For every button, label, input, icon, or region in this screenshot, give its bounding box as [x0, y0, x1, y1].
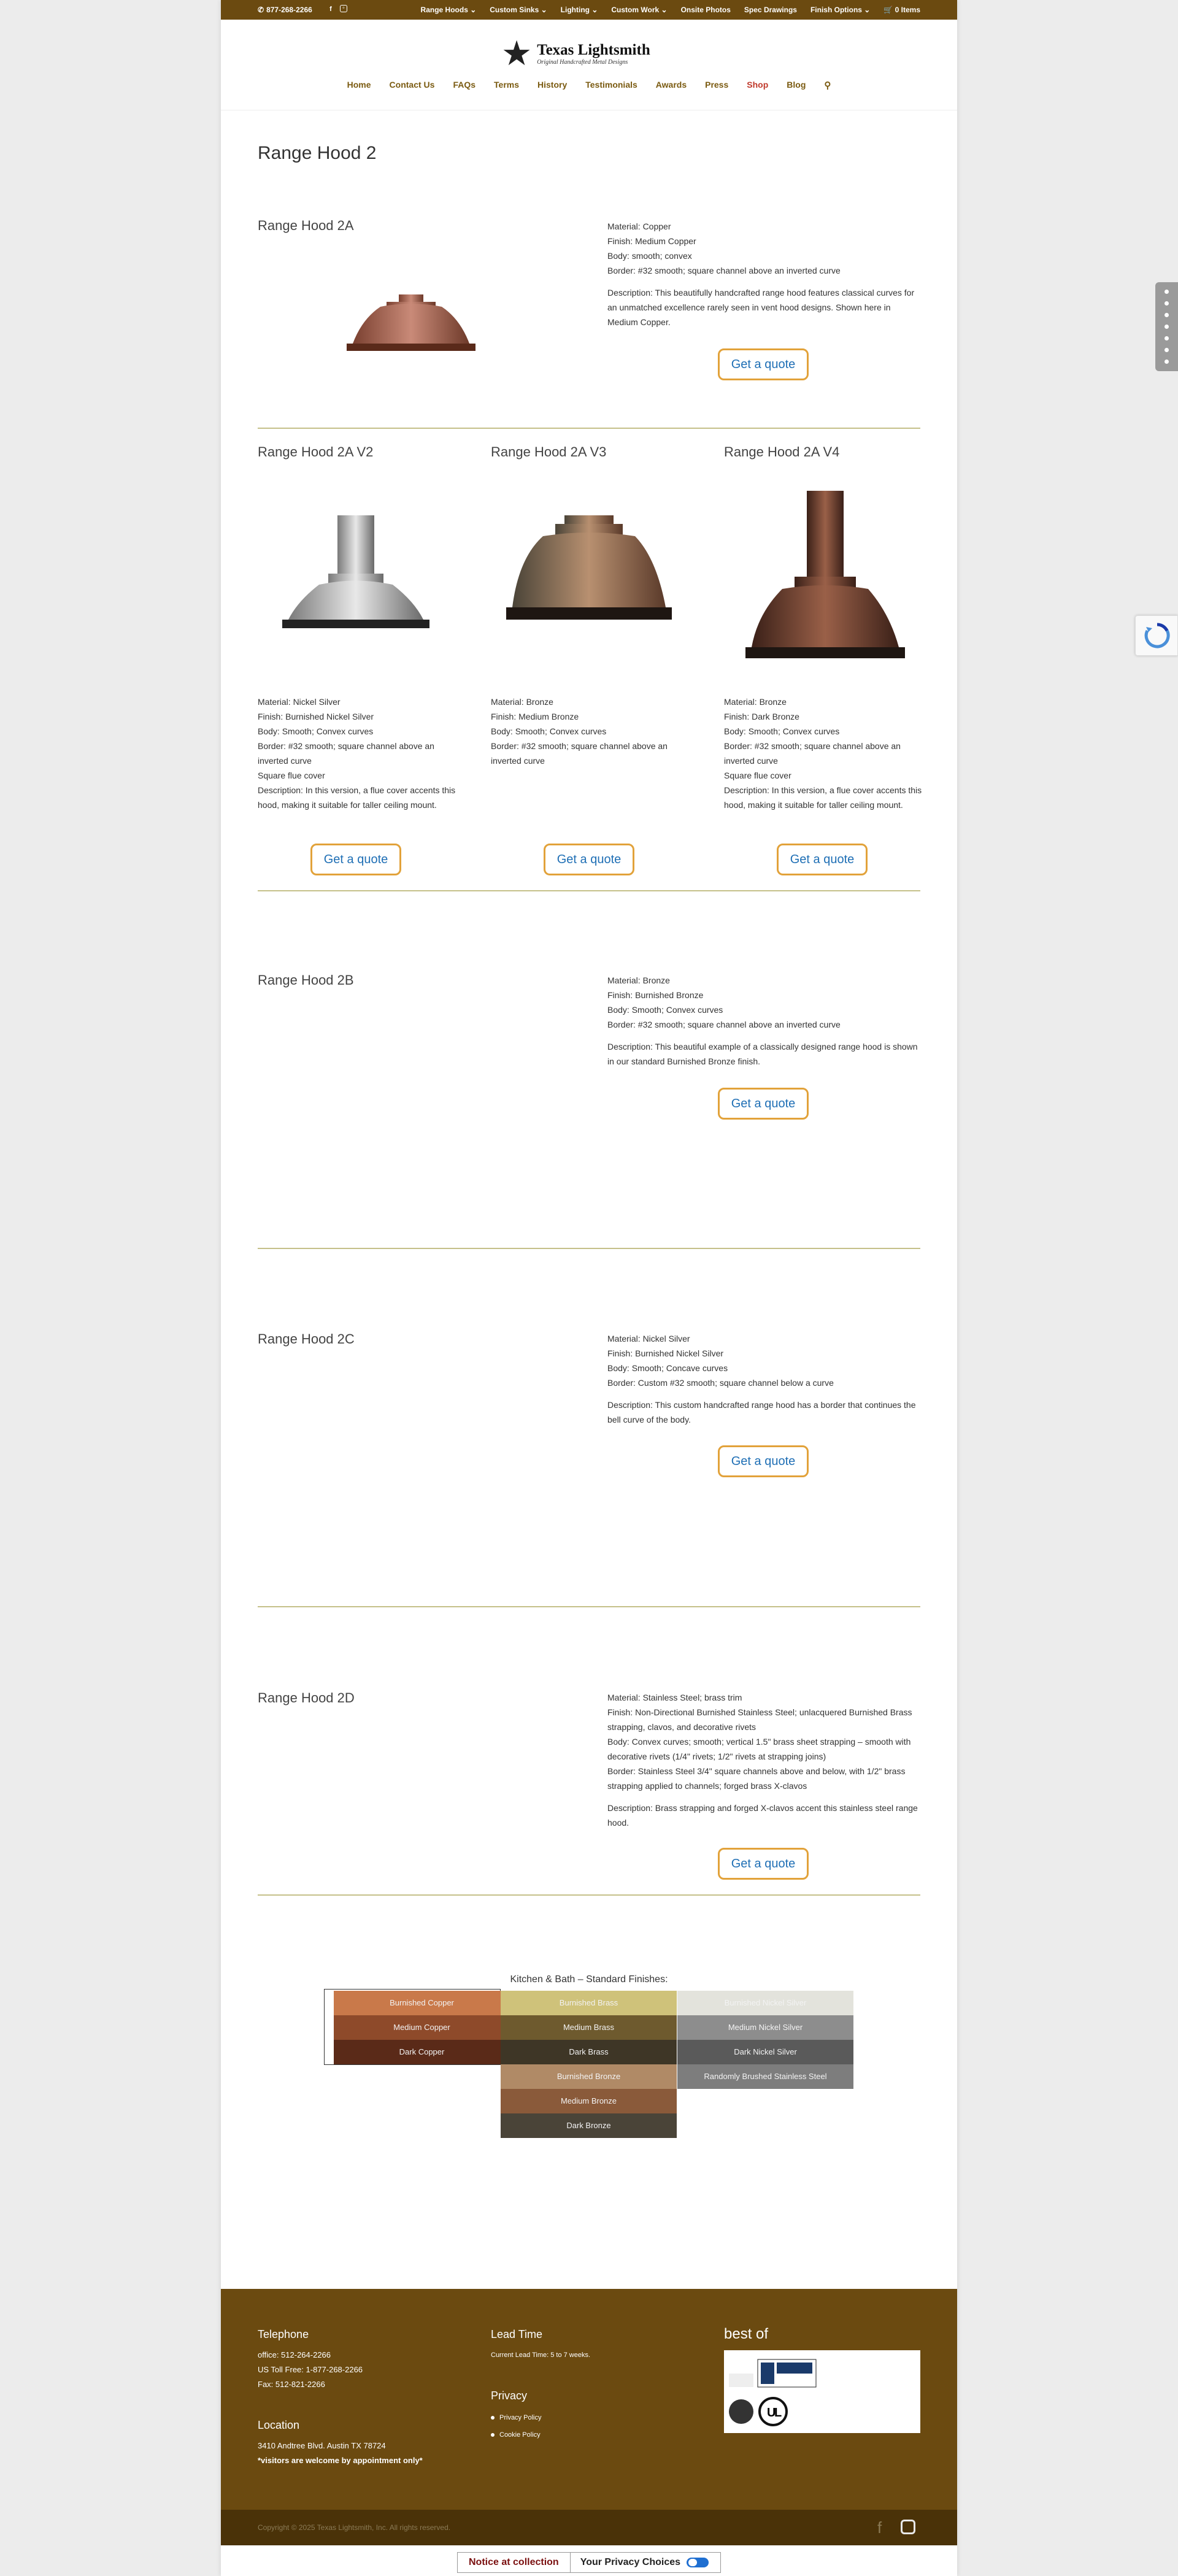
privacy-policy-link[interactable]: Privacy Policy [491, 2409, 693, 2426]
nav-press[interactable]: Press [705, 80, 729, 90]
side-dot[interactable] [1165, 325, 1169, 329]
topnav-spec-drawings[interactable]: Spec Drawings [744, 6, 797, 14]
office-phone[interactable]: office: 512-264-2266 [258, 2350, 331, 2359]
accreditation-badges [724, 2350, 920, 2433]
specs-2a-v2: Material: Nickel Silver Finish: Burnished Nickel Silver Body: Smooth; Convex curves Border: #32 smooth; square channel above an inverted curve Square flue cover Description: In this version, a flue cover accents this hood, making it suitable for taller ceiling mount. [258, 697, 456, 810]
range-hood-2a-image [334, 288, 488, 368]
footer-telephone [258, 2327, 460, 2468]
side-dot[interactable] [1165, 301, 1169, 306]
swatch-medium-nickel-silver[interactable]: Medium Nickel Silver [677, 2015, 853, 2040]
finishes-title: Kitchen & Bath – Standard Finishes: [510, 1974, 668, 1985]
get-a-quote-button-2a[interactable]: Get a quote [718, 348, 809, 380]
phone-icon: ✆ [258, 6, 264, 14]
svg-text:L: L [774, 2406, 782, 2420]
star-logo-icon: ★ [501, 34, 533, 72]
get-a-quote-button-2a-v4[interactable]: Get a quote [777, 844, 868, 875]
nav-contact-us[interactable]: Contact Us [389, 80, 435, 90]
phone-link[interactable] [258, 6, 312, 14]
logo-name: Texas Lightsmith [537, 41, 650, 58]
get-a-quote-button-2d[interactable]: Get a quote [718, 1848, 809, 1880]
section-title-2d: Range Hood 2D [258, 1690, 355, 1705]
fax-number: Fax: 512-821-2266 [258, 2380, 325, 2389]
section-title-2c: Range Hood 2C [258, 1331, 355, 1347]
footer-best-of [724, 2327, 920, 2348]
footer-lead-time [491, 2327, 693, 2443]
page-container [221, 0, 957, 2576]
svg-text:U: U [767, 2406, 776, 2420]
visitors-note: *visitors are welcome by appointment only* [258, 2456, 423, 2465]
swatch-dark-nickel-silver[interactable]: Dark Nickel Silver [677, 2040, 853, 2064]
nav-faqs[interactable]: FAQs [453, 80, 476, 90]
facebook-icon[interactable]: f [877, 2518, 882, 2537]
footer-location-title: Location [258, 2419, 300, 2431]
swatch-medium-bronze[interactable]: Medium Bronze [501, 2089, 677, 2113]
section-title-2b: Range Hood 2B [258, 972, 354, 988]
cookie-policy-link[interactable]: Cookie Policy [491, 2426, 693, 2443]
privacy-choices-link[interactable] [571, 2553, 718, 2572]
cart-link[interactable]: 🛒 0 Items [884, 6, 920, 14]
topnav-finish-options[interactable]: Finish Options ⌄ [810, 6, 871, 14]
instagram-icon[interactable] [901, 2520, 915, 2534]
specs-2b: Material: Bronze Finish: Burnished Bronze Body: Smooth; Convex curves Border: #32 smooth; square channel above an inverted curve Description: This beautiful example of a classically designed range hood is shown in our standard Burnished Bronze finish. [607, 975, 918, 1066]
logo[interactable] [501, 32, 677, 75]
toll-free-phone[interactable]: US Toll Free: 1-877-268-2266 [258, 2365, 363, 2374]
lead-time-text: Current Lead Time: 5 to 7 weeks. [491, 2351, 591, 2359]
get-a-quote-button-2a-v2[interactable]: Get a quote [310, 844, 401, 875]
search-icon[interactable]: ⚲ [824, 80, 831, 91]
badges-panel [724, 2350, 920, 2433]
section-title-2a: Range Hood 2A [258, 218, 354, 233]
get-a-quote-button-2c[interactable]: Get a quote [718, 1445, 809, 1477]
logo-tagline: Original Handcrafted Metal Designs [537, 58, 628, 66]
privacy-choices-label: Your Privacy Choices [580, 2557, 681, 2567]
swatch-medium-copper[interactable]: Medium Copper [334, 2015, 510, 2040]
swatch-randomly-brushed-stainless[interactable]: Randomly Brushed Stainless Steel [677, 2064, 853, 2089]
section-title-2a-v2: Range Hood 2A V2 [258, 444, 374, 459]
page-title: Range Hood 2 [258, 143, 377, 163]
swatch-burnished-brass[interactable]: Burnished Brass [501, 1991, 677, 2015]
section-divider [258, 890, 920, 891]
instagram-icon[interactable]: ◦ [340, 5, 347, 12]
range-hood-2a-v4-image [724, 485, 920, 669]
swatch-medium-brass[interactable]: Medium Brass [501, 2015, 677, 2040]
section-title-2a-v4: Range Hood 2A V4 [724, 444, 840, 459]
facebook-icon[interactable]: f [329, 6, 332, 13]
section-divider [258, 1894, 920, 1896]
nav-testimonials[interactable]: Testimonials [585, 80, 637, 90]
side-navigation-dots[interactable] [1155, 282, 1178, 371]
footer-address: 3410 Andtree Blvd. Austin TX 78724 [258, 2441, 386, 2450]
nav-shop[interactable]: Shop [747, 80, 769, 90]
specs-2a-v3: Material: Bronze Finish: Medium Bronze Body: Smooth; Convex curves Border: #32 smooth; square channel above an inverted curve [491, 697, 668, 766]
privacy-bar [457, 2552, 721, 2573]
recaptcha-badge[interactable] [1135, 615, 1178, 656]
swatch-burnished-copper[interactable]: Burnished Copper [334, 1991, 510, 2015]
site-footer [221, 2289, 957, 2510]
site-header [221, 20, 957, 110]
swatch-dark-bronze[interactable]: Dark Bronze [501, 2113, 677, 2138]
swatch-dark-copper[interactable]: Dark Copper [334, 2040, 510, 2064]
specs-2c: Material: Nickel Silver Finish: Burnished Nickel Silver Body: Smooth; Concave curves Border: Custom #32 smooth; square channel below a curve Description: This custom handcrafted range hood has a border that continues the bell curve of the body. [607, 1334, 916, 1424]
top-navigation [421, 6, 920, 14]
social-links [326, 5, 347, 13]
privacy-toggle-icon [687, 2558, 709, 2567]
side-dot[interactable] [1165, 313, 1169, 317]
footer-bottom-bar [221, 2510, 957, 2545]
section-divider [258, 428, 920, 429]
main-navigation [221, 80, 957, 91]
specs-2a: Material: Copper Finish: Medium Copper Body: smooth; convex Border: #32 smooth; square channel above an inverted curve Description: This beautifully handcrafted range hood features classical curves for an unmatched excellence rarely seen in vent hood designs. Shown here in Medium Copper. [607, 221, 915, 327]
copyright-text: Copyright © 2025 Texas Lightsmith, Inc. All rights reserved. [258, 2523, 451, 2532]
topnav-custom-sinks[interactable]: Custom Sinks ⌄ [490, 6, 547, 14]
cart-icon: 🛒 [884, 6, 893, 14]
swatch-burnished-bronze[interactable]: Burnished Bronze [501, 2064, 677, 2089]
nav-terms[interactable]: Terms [494, 80, 519, 90]
topnav-lighting[interactable]: Lighting ⌄ [560, 6, 598, 14]
swatch-burnished-nickel-silver[interactable]: Burnished Nickel Silver [677, 1991, 853, 2015]
top-bar [221, 0, 957, 20]
range-hood-2a-v3-image [491, 503, 687, 644]
side-dot[interactable] [1165, 348, 1169, 352]
side-dot[interactable] [1165, 336, 1169, 340]
get-a-quote-button-2a-v3[interactable]: Get a quote [544, 844, 634, 875]
footer-privacy-title: Privacy [491, 2390, 528, 2402]
section-divider [258, 1606, 920, 1607]
nav-home[interactable]: Home [347, 80, 371, 90]
specs-2d: Material: Stainless Steel; brass trim Finish: Non-Directional Burnished Stainless Steel; unlacquered Burnished Brass strapping, clavos, and decorative rivets Body: Convex curves; smooth; vertical 1.5" brass sheet strapping – smooth with decorative rivets (1/4" rivets; 1/2" rivets at strapping joins) Border: Stainless Steel 3/4" square channels above and below, with 1/2" brass strapping applied to channels; forged brass X-clavos Description: Brass strapping and forged X-clavos accent this stainless steel range hood. [607, 1693, 918, 1828]
get-a-quote-button-2b[interactable]: Get a quote [718, 1088, 809, 1120]
phone-number: 877-268-2266 [266, 6, 312, 14]
notice-at-collection-link[interactable]: Notice at collection [458, 2553, 571, 2572]
swatch-dark-brass[interactable]: Dark Brass [501, 2040, 677, 2064]
specs-2a-v4: Material: Bronze Finish: Dark Bronze Body: Smooth; Convex curves Border: #32 smooth; square channel above an inverted curve Square flue cover Description: In this version, a flue cover accents this hood, making it suitable for taller ceiling mount. [724, 697, 922, 810]
topnav-range-hoods[interactable]: Range Hoods ⌄ [420, 6, 477, 14]
nav-awards[interactable]: Awards [655, 80, 687, 90]
nav-blog[interactable]: Blog [787, 80, 806, 90]
nav-history[interactable]: History [537, 80, 568, 90]
footer-best-title: best of [724, 2326, 769, 2342]
footer-lead-title: Lead Time [491, 2328, 543, 2340]
side-dot[interactable] [1165, 290, 1169, 294]
topnav-onsite-photos[interactable]: Onsite Photos [680, 6, 731, 14]
section-divider [258, 1248, 920, 1249]
side-dot[interactable] [1165, 359, 1169, 364]
range-hood-2a-v2-image [258, 503, 454, 644]
recaptcha-icon [1136, 616, 1178, 656]
footer-telephone-title: Telephone [258, 2328, 309, 2340]
section-title-2a-v3: Range Hood 2A V3 [491, 444, 607, 459]
topnav-custom-work[interactable]: Custom Work ⌄ [611, 6, 668, 14]
